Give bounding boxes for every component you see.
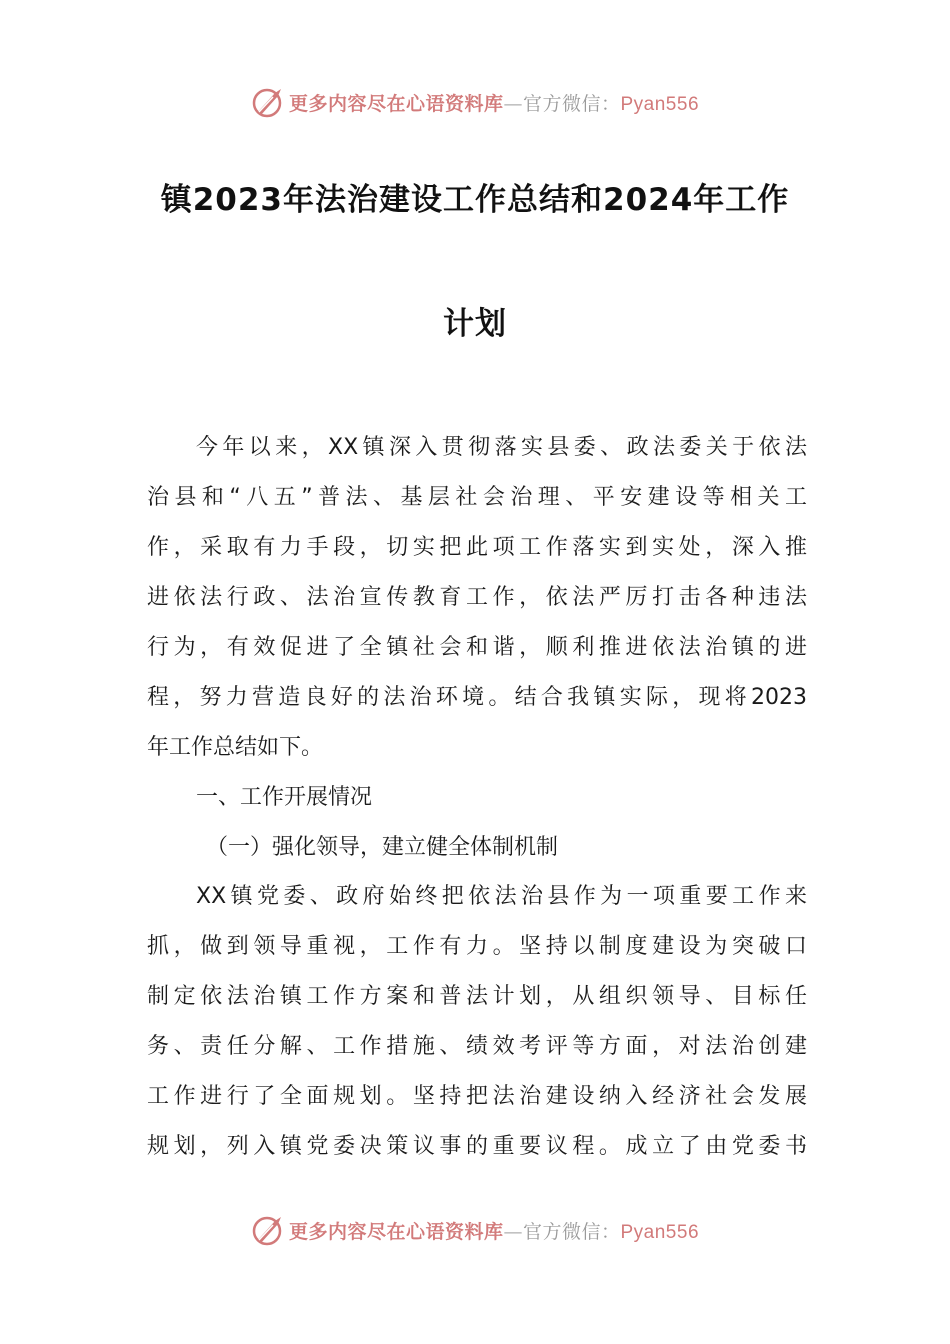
body-line: 今年以来，XX镇深入贯彻落实县委、政法委关于依法 (196, 435, 807, 460)
body-line: 作，采取有力手段，切实把此项工作落实到实处，深入推 (147, 535, 807, 560)
body-line: 工作进行了全面规划。坚持把法治建设纳入经济社会发展 (147, 1084, 807, 1109)
quill-logo-icon (251, 1213, 285, 1247)
body-line: 程，努力营造良好的法治环境。结合我镇实际，现将2023 (147, 685, 807, 710)
body-line: 进依法行政、法治宣传教育工作，依法严厉打击各种违法 (147, 585, 807, 610)
body-line: XX镇党委、政府始终把依法治县作为一项重要工作来 (196, 884, 807, 909)
document-title-line-2: 计划 (443, 306, 507, 342)
section-heading: 一、工作开展情况 (196, 785, 373, 810)
body-line: 行为，有效促进了全镇社会和谐，顺利推进依法治镇的进 (147, 635, 807, 660)
quill-logo-icon (251, 85, 285, 119)
body-line: 制定依法治镇工作方案和普法计划，从组织领导、目标任 (147, 984, 807, 1009)
watermark-text: 更多内容尽在心语资料库—官方微信：Pyan556 (288, 92, 700, 115)
body-line: 年工作总结如下。 (147, 735, 324, 760)
header-watermark (0, 82, 950, 122)
body-line: 抓，做到领导重视，工作有力。坚持以制度建设为突破口 (147, 934, 807, 959)
body-line: 规划，列入镇党委决策议事的重要议程。成立了由党委书 (147, 1134, 807, 1159)
body-line: 务、责任分解、工作措施、绩效考评等方面，对法治创建 (147, 1034, 807, 1059)
subsection-heading: （一）强化领导，建立健全体制机制 (206, 835, 559, 860)
body-line: 治县和“八五”普法、基层社会治理、平安建设等相关工 (147, 485, 807, 510)
watermark-text: 更多内容尽在心语资料库—官方微信：Pyan556 (288, 1220, 700, 1243)
footer-watermark (0, 1210, 950, 1250)
document-title-line-1: 镇2023年法治建设工作总结和2024年工作 (160, 182, 790, 218)
